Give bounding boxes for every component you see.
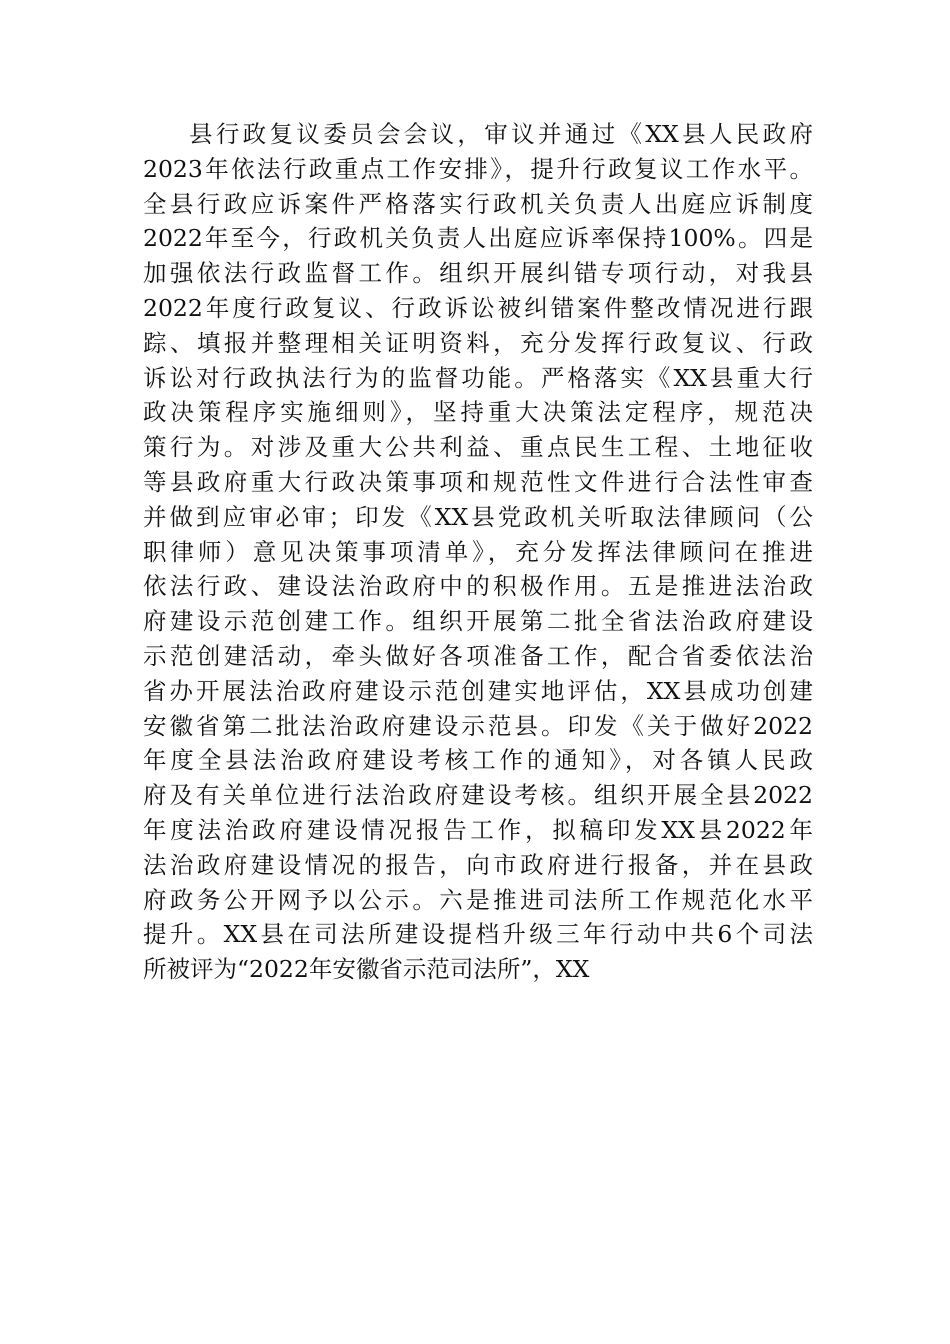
- text-line-21: 年度法治政府建设情况报告工作，拟稿印发XX县2022年: [143, 815, 813, 844]
- text-line-18: 安徽省第二批法治政府建设示范县。印发《关于做好2022: [143, 711, 813, 740]
- body-paragraph: [143, 117, 813, 987]
- text-line-3: 全县行政应诉案件严格落实行政机关负责人出庭应诉制度: [143, 189, 813, 218]
- text-line-6: 2022年度行政复议、行政诉讼被纠错案件整改情况进行跟: [143, 293, 813, 322]
- text-line-11: 等县政府重大行政决策事项和规范性文件进行合法性审查: [143, 467, 813, 496]
- text-line-19: 年度全县法治政府建设考核工作的通知》，对各镇人民政: [143, 746, 813, 775]
- text-line-23: 府政务公开网予以公示。六是推进司法所工作规范化水平: [143, 885, 813, 914]
- text-line-16: 示范创建活动，牵头做好各项准备工作，配合省委依法治: [143, 641, 813, 670]
- text-line-22: 法治政府建设情况的报告，向市政府进行报备，并在县政: [143, 850, 813, 879]
- text-line-10: 策行为。对涉及重大公共利益、重点民生工程、土地征收: [143, 433, 813, 462]
- text-line-20: 府及有关单位进行法治政府建设考核。组织开展全县2022: [143, 781, 813, 810]
- text-line-9: 政决策程序实施细则》，坚持重大决策法定程序，规范决: [143, 398, 813, 427]
- text-line-24: 提升。XX县在司法所建设提档升级三年行动中共6个司法: [143, 920, 813, 949]
- text-line-7: 踪、填报并整理相关证明资料，充分发挥行政复议、行政: [143, 328, 813, 357]
- text-line-25: 所被评为“2022年安徽省示范司法所”，XX: [143, 955, 590, 984]
- text-line-13: 职律师）意见决策事项清单》，充分发挥法律顾问在推进: [143, 537, 813, 566]
- text-line-17: 省办开展法治政府建设示范创建实地评估，XX县成功创建: [143, 676, 813, 705]
- text-line-1: 县行政复议委员会会议，审议并通过《XX县人民政府: [189, 120, 813, 148]
- text-line-12: 并做到应审必审；印发《XX县党政机关听取法律顾问（公: [143, 502, 813, 531]
- text-line-15: 府建设示范创建工作。组织开展第二批全省法治政府建设: [143, 607, 813, 636]
- text-line-14: 依法行政、建设法治政府中的积极作用。五是推进法治政: [143, 572, 813, 601]
- text-line-5: 加强依法行政监督工作。组织开展纠错专项行动，对我县: [143, 259, 813, 288]
- text-line-2: 2023年依法行政重点工作安排》，提升行政复议工作水平。: [143, 154, 813, 183]
- text-line-4: 2022年至今，行政机关负责人出庭应诉率保持100%。四是: [143, 224, 813, 253]
- text-line-8: 诉讼对行政执法行为的监督功能。严格落实《XX县重大行: [143, 363, 813, 392]
